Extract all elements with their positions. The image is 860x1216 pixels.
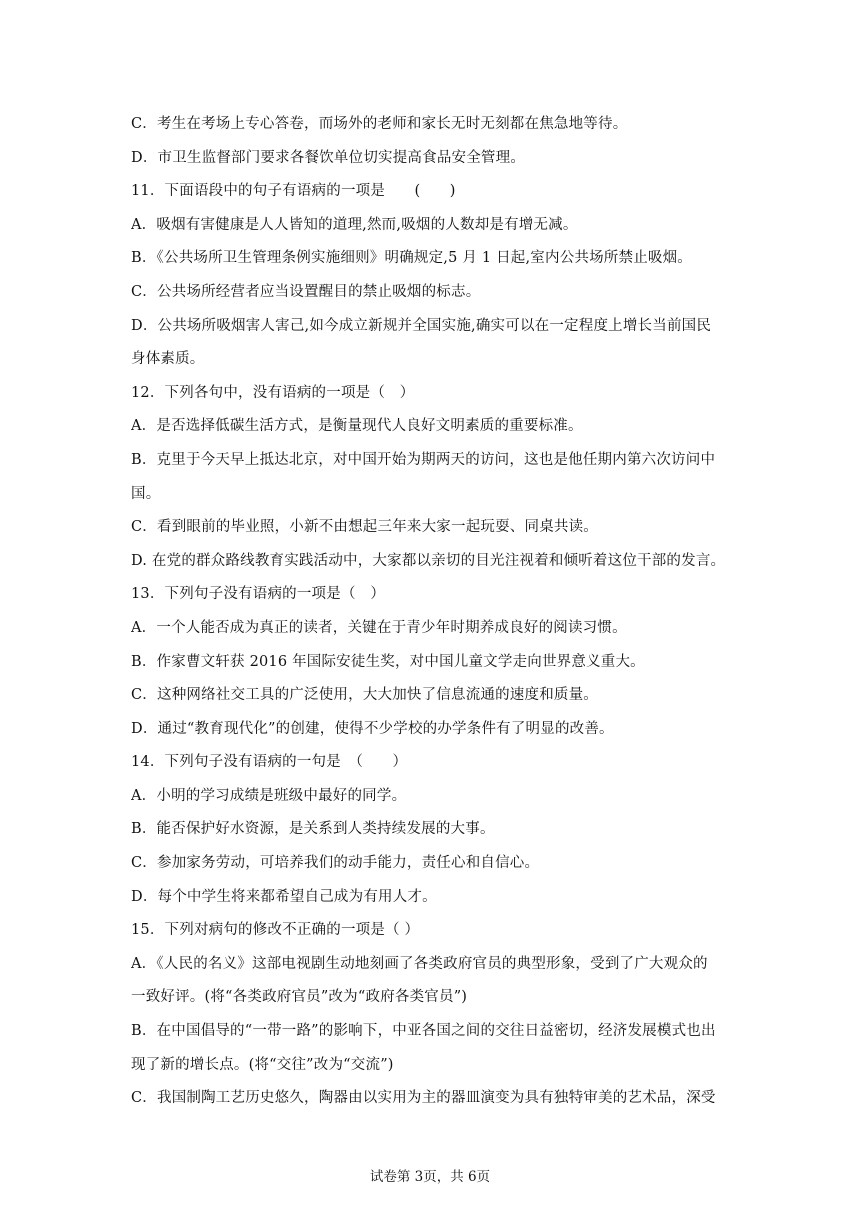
text-line: A．小明的学习成绩是班级中最好的同学。 — [131, 787, 407, 804]
text-line: D．市卫生监督部门要求各餐饮单位切实提高食品安全管理。 — [131, 149, 526, 166]
text-line: D. 在党的群众路线教育实践活动中，大家都以亲切的目光注视着和倾听着这位干部的发言。 — [131, 552, 726, 569]
text-line: 身体素质。 — [131, 351, 205, 368]
text-line: B．能否保护好水资源，是关系到人类持续发展的大事。 — [131, 821, 495, 838]
question-14-stem: 14．下列句子没有语病的一句是 （ ） — [131, 754, 408, 771]
text-line: D．公共场所吸烟害人害己,如今成立新规并全国实施,确实可以在一定程度上增长当前国民 — [131, 317, 712, 334]
text-line: 一致好评。(将“各类政府官员”改为“政府各类官员”) — [131, 989, 468, 1006]
question-15-stem: 15．下列对病句的修改不正确的一项是（ ） — [131, 922, 420, 939]
text-line: A．是否选择低碳生活方式，是衡量现代人良好文明素质的重要标准。 — [131, 418, 583, 435]
question-text-block — [131, 108, 741, 1116]
text-line: B．作家曹文轩获 2016 年国际安徒生奖，对中国儿童文学走向世界意义重大。 — [131, 653, 645, 670]
text-line: A．一个人能否成为真正的读者，关键在于青少年时期养成良好的阅读习惯。 — [131, 619, 627, 636]
text-line: 国。 — [131, 485, 161, 502]
question-13-stem: 13．下列句子没有语病的一项是（ ） — [131, 586, 386, 603]
text-line: C．看到眼前的毕业照，小新不由想起三年来大家一起玩耍、同桌共读。 — [131, 519, 598, 536]
text-line: 现了新的增长点。(将“交往”改为“交流”) — [131, 1056, 394, 1073]
text-line: C．我国制陶工艺历史悠久，陶器由以实用为主的器皿演变为具有独特审美的艺术品，深受 — [131, 1090, 716, 1107]
text-line: C．这种网络社交工具的广泛使用，大大加快了信息流通的速度和质量。 — [131, 687, 598, 704]
text-line: D．通过“教育现代化”的创建，使得不少学校的办学条件有了明显的改善。 — [131, 720, 614, 737]
text-line: B．克里于今天早上抵达北京，对中国开始为期两天的访问，这也是他任期内第六次访问中 — [131, 451, 716, 468]
text-line: B．《公共场所卫生管理条例实施细则》明确规定,5 月 1 日起,室内公共场所禁止吸烟。 — [131, 250, 692, 267]
page-footer: 试卷第 3页，共 6页 — [369, 1169, 491, 1185]
text-line: C．考生在考场上专心答卷，而场外的老师和家长无时无刻都在焦急地等待。 — [131, 116, 628, 132]
text-line: A．吸烟有害健康是人人皆知的道理,然而,吸烟的人数却是有增无减。 — [131, 216, 578, 233]
text-line: A．《人民的名义》这部电视剧生动地刻画了各类政府官员的典型形象，受到了广大观众的 — [131, 955, 708, 972]
text-line: C．公共场所经营者应当设置醒目的禁止吸烟的标志。 — [131, 283, 481, 300]
text-line: D．每个中学生将来都希望自己成为有用人才。 — [131, 888, 437, 905]
text-line: C．参加家务劳动，可培养我们的动手能力，责任心和自信心。 — [131, 855, 540, 872]
question-12-stem: 12．下列各句中，没有语病的一项是（ ） — [131, 384, 415, 401]
text-line: B．在中国倡导的“一带一路”的影响下，中亚各国之间的交往日益密切，经济发展模式也出 — [131, 1023, 716, 1040]
question-11-stem: 11．下面语段中的句子有语病的一项是 ( ) — [131, 183, 456, 200]
